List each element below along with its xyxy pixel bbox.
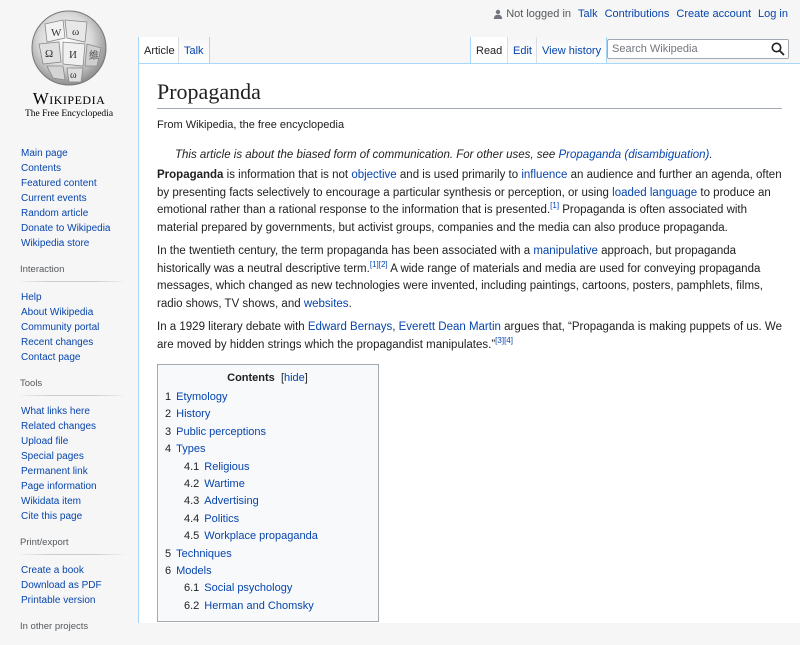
toc-link[interactable]: History	[176, 408, 211, 421]
sidebar-item-community-portal[interactable]: Community portal	[21, 322, 100, 333]
toc-link[interactable]: Techniques	[176, 547, 232, 560]
toc-number: 6	[165, 565, 172, 578]
toc-title: Contents [hide]	[227, 372, 308, 384]
search-box	[607, 39, 789, 59]
sidebar-item-featured-content[interactable]: Featured content	[21, 178, 97, 189]
sidebar-item-upload-file[interactable]: Upload file	[21, 436, 69, 447]
not-logged-in: Not logged in	[493, 8, 571, 20]
sidebar-item-help[interactable]: Help	[21, 292, 42, 303]
toc-number: 1	[165, 391, 172, 403]
toc-item[interactable]	[165, 546, 370, 563]
tab-read[interactable]: Read	[470, 37, 507, 63]
toc-item[interactable]	[165, 493, 370, 510]
sidebar	[0, 140, 138, 645]
interaction-heading: Interaction	[20, 264, 65, 275]
toc-item[interactable]	[165, 424, 370, 441]
other-projects-portal	[21, 621, 138, 632]
svg-text:ω: ω	[72, 26, 80, 38]
intro-paragraph-3: In a 1929 literary debate with Edward Bernays, Everett Dean Martin argues that, “Propaganda is making puppets of us. We are moved by hidden strings which the propagandist manipulates.”[3][4]	[157, 321, 782, 351]
link-manipulative[interactable]: manipulative	[533, 245, 598, 257]
link-edward-bernays[interactable]: Edward Bernays	[307, 321, 393, 333]
sidebar-item-store[interactable]: Wikipedia store	[21, 238, 90, 249]
ref-3[interactable]: [3]	[495, 335, 505, 345]
sidebar-item-create-book[interactable]: Create a book	[21, 565, 84, 576]
tools-heading: Tools	[20, 378, 43, 389]
ref-4[interactable]: [4]	[504, 335, 513, 345]
link-everett-dean-martin[interactable]: Everett Dean Martin	[398, 321, 501, 333]
sidebar-item-current-events[interactable]: Current events	[21, 193, 87, 204]
wordmark: Wikipedia	[32, 89, 106, 108]
toc-item[interactable]	[165, 598, 370, 615]
sidebar-item-about[interactable]: About Wikipedia	[21, 307, 94, 318]
intro-paragraph-2: In the twentieth century, the term propaganda has been associated with a manipulative approach, but propaganda historically was a neutral descriptive term.[1][2] A wide range of materials and media are used for conveying propaganda messages, which changed as new technologies were invented, including paintings, cartoons, posters, pamphlets, films, radio shows, TV shows, and websites.	[157, 245, 764, 310]
tools-portal	[21, 378, 138, 524]
toc-hide-toggle[interactable]: hide	[284, 372, 305, 384]
toc-number: 2	[165, 408, 172, 421]
article-content	[138, 63, 800, 623]
hatnote: This article is about the biased form of communication. For other uses, see Propaganda (disambiguation).	[175, 149, 713, 161]
toc-link[interactable]: Types	[176, 443, 206, 456]
toc-item[interactable]	[165, 459, 370, 476]
toc-item[interactable]	[165, 528, 370, 545]
sidebar-item-what-links-here[interactable]: What links here	[21, 406, 90, 417]
ref-2[interactable]: [2]	[378, 259, 388, 269]
toc-item[interactable]	[165, 476, 370, 493]
toc-number: 3	[165, 425, 172, 438]
toc-link[interactable]: Etymology	[176, 391, 228, 403]
sidebar-item-donate[interactable]: Donate to Wikipedia	[21, 223, 111, 234]
user-icon	[493, 9, 503, 19]
link-objective[interactable]: objective	[351, 169, 397, 181]
toc-number: 6.2	[184, 599, 200, 612]
tab-talk[interactable]: Talk	[178, 37, 210, 63]
sidebar-item-cite-page[interactable]: Cite this page	[21, 511, 83, 522]
talk-link[interactable]: Talk	[578, 8, 598, 20]
toc-number: 4	[165, 443, 172, 456]
toc-item[interactable]	[165, 580, 370, 597]
svg-text:ω: ω	[70, 70, 77, 81]
search-icon[interactable]	[771, 42, 785, 56]
toc-link[interactable]: Social psychology	[204, 582, 293, 595]
sidebar-item-page-information[interactable]: Page information	[21, 481, 97, 492]
tagline: The Free Encyclopedia	[24, 109, 114, 119]
toc-number: 6.1	[184, 582, 200, 595]
sidebar-item-download-pdf[interactable]: Download as PDF	[21, 580, 102, 591]
toc-number: 4.2	[184, 478, 200, 491]
svg-text:維: 維	[89, 51, 99, 62]
toc-link[interactable]: Advertising	[204, 495, 259, 508]
ref-1[interactable]: [1]	[550, 201, 560, 211]
toc-item[interactable]	[165, 406, 370, 423]
toc-number: 4.4	[184, 512, 200, 525]
toc-item[interactable]	[165, 563, 370, 580]
site-subtitle: From Wikipedia, the free encyclopedia	[157, 119, 345, 131]
sidebar-item-contact[interactable]: Contact page	[21, 352, 81, 363]
toc-number: 4.1	[184, 460, 200, 473]
puzzle-globe-icon	[29, 8, 109, 88]
link-influence[interactable]: influence	[521, 169, 568, 181]
toc-link[interactable]: Politics	[204, 512, 240, 525]
toc-link[interactable]: Herman and Chomsky	[204, 599, 314, 612]
toc-item[interactable]	[165, 389, 370, 406]
navigation-portal	[21, 140, 138, 251]
svg-text:И: И	[69, 49, 77, 61]
svg-text:Ω: Ω	[45, 48, 54, 60]
create-account-link[interactable]: Create account	[676, 8, 752, 20]
toc-list	[165, 389, 370, 615]
toc-item[interactable]	[165, 441, 370, 458]
table-of-contents	[157, 364, 379, 622]
toc-item[interactable]	[165, 511, 370, 528]
wikipedia-logo[interactable]	[0, 0, 138, 130]
link-websites[interactable]: websites	[303, 297, 349, 310]
toc-number: 5	[165, 547, 172, 560]
svg-text:W: W	[51, 27, 62, 39]
link-loaded-language[interactable]: loaded language	[612, 186, 698, 199]
personal-tools	[493, 8, 788, 20]
tab-edit[interactable]: Edit	[507, 37, 537, 63]
sidebar-item-related-changes[interactable]: Related changes	[21, 421, 97, 432]
sidebar-item-wikidata-item[interactable]: Wikidata item	[21, 496, 82, 507]
toc-link[interactable]: Models	[176, 565, 212, 578]
toc-link[interactable]: Workplace propaganda	[204, 530, 318, 543]
toc-link[interactable]: Religious	[204, 460, 250, 473]
other-projects-heading: In other projects	[20, 621, 89, 632]
sidebar-item-random-article[interactable]: Random article	[21, 208, 89, 219]
sidebar-item-contents[interactable]: Contents	[21, 163, 62, 174]
toc-number: 4.3	[184, 495, 200, 508]
print-heading: Print/export	[20, 537, 69, 548]
intro-paragraph-1: Propaganda is information that is not objective and is used primarily to influence an audience and further an agenda, often by presenting facts selectively to encourage a particular synthesis or perception, or using loaded language to produce an emotional rather than a rational response to the information that is presented.[1] Propaganda is often associated with material prepared by governments, but activist groups, companies and the media can also produce propaganda.	[157, 169, 782, 234]
disambiguation-link[interactable]: Propaganda (disambiguation)	[558, 149, 710, 161]
sidebar-item-permanent-link[interactable]: Permanent link	[21, 466, 88, 477]
search-input[interactable]	[608, 40, 768, 58]
toc-link[interactable]: Public perceptions	[176, 425, 267, 438]
interaction-portal	[21, 264, 138, 365]
log-in-link[interactable]: Log in	[758, 8, 788, 20]
page-title: Propaganda	[157, 78, 782, 109]
tab-article[interactable]: Article	[138, 37, 180, 63]
sidebar-item-main-page[interactable]: Main page	[21, 148, 68, 159]
ref-1b[interactable]: [1]	[369, 259, 379, 269]
tab-view-history[interactable]: View history	[536, 37, 607, 63]
sidebar-item-recent-changes[interactable]: Recent changes	[21, 337, 94, 348]
print-portal	[21, 537, 138, 608]
sidebar-item-special-pages[interactable]: Special pages	[21, 451, 84, 462]
sidebar-item-printable-version[interactable]: Printable version	[21, 595, 96, 606]
contributions-link[interactable]: Contributions	[604, 8, 670, 20]
toc-number: 4.5	[184, 530, 200, 543]
toc-link[interactable]: Wartime	[204, 478, 245, 491]
